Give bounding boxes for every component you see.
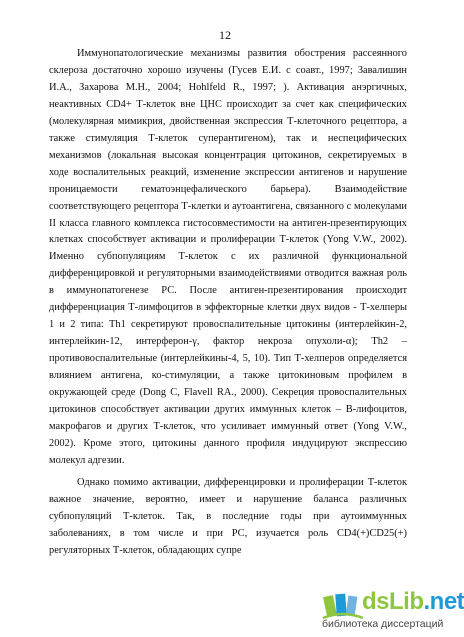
paragraph-2: Однако помимо активации, дифференцировки и пролиферации Т-клеток важное значение, вероятно, имеет и нарушение баланса различных субпопуляций Т-клеток. Так, в последние годы при аутоиммунных заболеваниях, в том числе и при РС, изучается роль CD4(+)CD25(+) регуляторных Т-клеток, обладающих супре [49, 476, 407, 556]
watermark-brand [362, 588, 464, 616]
page-number: 12 [219, 28, 231, 42]
paragraph-1: Иммунопатологические механизмы развития обострения рассеянного склероза достаточно хорошо изучены (Гусев Е.И. с соавт., 1997; Завалишин И.А., Захарова М.Н., 2004; Hohlfeld R., 1997; ). Активация анэргичных, неактивных CD4+ Т-клеток вне ЦНС происходит за счет как специфических (молекулярная мимикрия, двойственная экспрессия Т-клеточного рецептора, а также стимуляция Т-клеток суперантигеном), так и неспецифических механизмов (локальная высокая концентрация цитокинов, секретируемых в ходе воспалительных реакций, изменение экспрессии антигенов и нарушение проницаемости гематоэнцефалического барьера). Взаимодействие соответствующего рецептора Т-клетки и аутоантигена, связанного с молекулами II класса главного комплекса гистосовместимости на антиген-презентирующих клетках способствует активации и пролиферации Т-клеток (Yong V.W., 2002). Именно субпопуляциям Т-клеток с их различной функциональной дифференцировкой и регуляторными взаимодействиями отводится важная роль в иммунопатогенезе РС. После антиген-презентирования происходит дифференциация Т-лимфоцитов в эффекторные клетки двух видов - Т-хелперы 1 и 2 типа: Th1 секретируют провоспалительные цитокины (интерлейкин-2, интерлейкин-12, интерферон-γ, фактор некроза опухоли-α); Th2 – противовоспалительные (интерлейкины-4, 5, 10). Тип Т-хелперов определяется влиянием антигена, ко-стимуляции, а также цитокиновым профилем в окружающей среде (Dong C, Flavell RA., 2000). Секреция провоспалительных цитокинов способствует активации других иммунных клеток – В-лифоцитов, макрофагов и других Т-клеток, что усиливает иммунный ответ (Yong V.W., 2002). Кроме этого, цитокины данного профиля индуцируют экспрессию молекул адгезии. [49, 48, 407, 466]
watermark-brand-part2: .net [423, 588, 464, 615]
watermark-brand-part1: dsLib [362, 588, 424, 615]
dslib-watermark[interactable] [318, 582, 464, 637]
watermark-caption: библиотека диссертаций [322, 618, 444, 630]
document-body [49, 46, 407, 560]
books-logo-icon [322, 588, 364, 622]
